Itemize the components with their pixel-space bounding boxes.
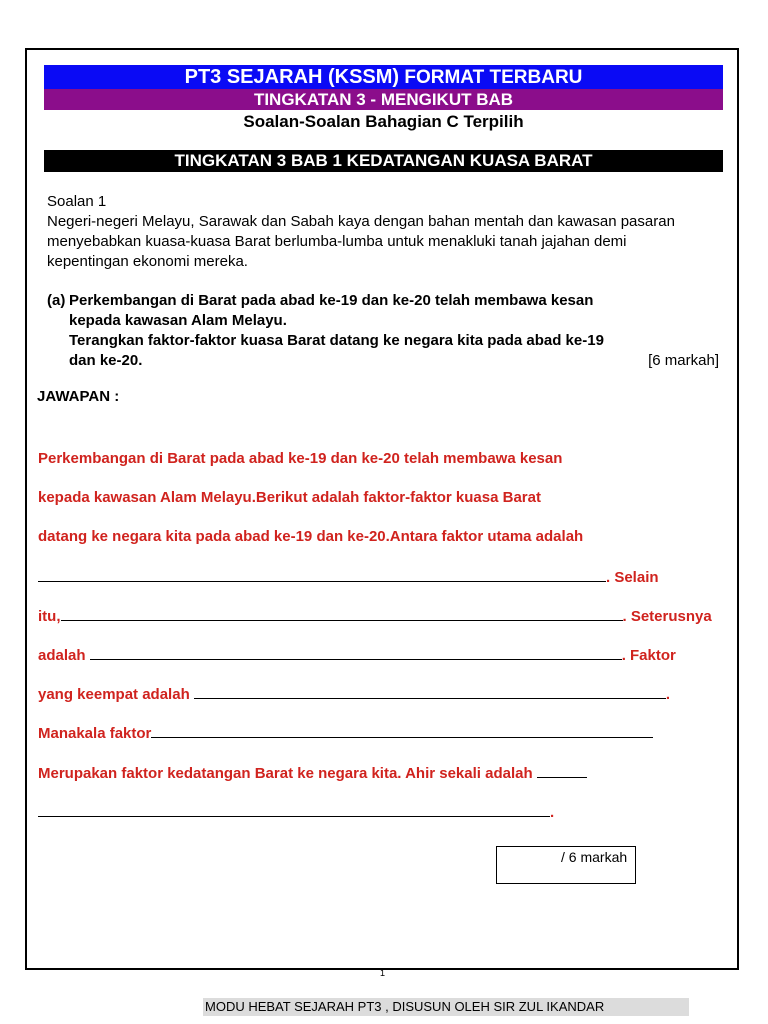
page-border <box>25 48 739 970</box>
header-title-rest: FORMAT TERBARU <box>404 67 583 88</box>
answer-text: adalah <box>38 647 90 664</box>
answer-fill-line <box>38 802 554 821</box>
header-title-bar <box>44 65 723 89</box>
answer-fill-line <box>38 645 676 664</box>
answer-line: kepada kawasan Alam Melayu.Berikut adalah faktor-faktor kuasa Barat <box>38 489 541 506</box>
score-box-label: / 6 markah <box>561 849 628 865</box>
answer-fill-line <box>38 723 653 742</box>
answer-blank[interactable] <box>90 645 622 660</box>
answer-fill-line <box>38 606 712 625</box>
question-part-label: (a) <box>47 292 66 309</box>
question-part-line: kepada kawasan Alam Melayu. <box>69 312 287 329</box>
answer-text: . Selain <box>606 569 659 586</box>
answer-fill-line <box>38 567 659 586</box>
answer-fill-line <box>38 763 587 782</box>
answer-blank[interactable] <box>194 684 666 699</box>
answer-fill-line <box>38 684 670 703</box>
answer-blank[interactable] <box>151 723 653 738</box>
answer-text: Manakala faktor <box>38 725 152 742</box>
question-part-text <box>69 291 719 371</box>
score-box[interactable] <box>496 846 636 884</box>
header-level-bar: TINGKATAN 3 - MENGIKUT BAB <box>44 89 723 110</box>
question-title: Soalan 1 <box>47 193 107 210</box>
answer-label: JAWAPAN : <box>37 388 120 405</box>
answer-line: Perkembangan di Barat pada abad ke-19 dan ke-20 telah membawa kesan <box>38 450 563 467</box>
question-part-line: Perkembangan di Barat pada abad ke-19 dan ke-20 telah membawa kesan <box>69 292 594 309</box>
answer-blank[interactable] <box>61 606 623 621</box>
answer-blank[interactable] <box>537 763 587 778</box>
page-number: 1 <box>380 968 386 978</box>
answer-text: . <box>550 804 555 821</box>
header-title-main: PT3 SEJARAH (KSSM) <box>184 66 400 88</box>
footer-credit: MODU HEBAT SEJARAH PT3 , DISUSUN OLEH SIR ZUL IKANDAR <box>203 998 689 1016</box>
question-marks: [6 markah] <box>648 352 719 369</box>
answer-text: yang keempat adalah <box>38 686 194 703</box>
question-part-line: dan ke-20. <box>69 352 143 369</box>
answer-blank[interactable] <box>38 567 606 582</box>
answer-text: itu, <box>38 608 61 625</box>
question-intro: Negeri-negeri Melayu, Sarawak dan Sabah kaya dengan bahan mentah dan kawasan pasaran menyebabkan kuasa-kuasa Barat berlumba-lumba untuk menakluki tanah jajahan demi kepentingan ekonomi mereka. <box>47 213 675 270</box>
answer-text: . Seterusnya <box>622 608 712 625</box>
chapter-title-bar: TINGKATAN 3 BAB 1 KEDATANGAN KUASA BARAT <box>44 150 723 172</box>
answer-text: . <box>665 686 671 703</box>
answer-blank[interactable] <box>38 802 550 817</box>
question-part-line: Terangkan faktor-faktor kuasa Barat datang ke negara kita pada abad ke-19 <box>69 332 604 349</box>
answer-text: . Faktor <box>621 647 676 664</box>
answer-line: datang ke negara kita pada abad ke-19 dan ke-20.Antara faktor utama adalah <box>38 528 584 545</box>
answer-text: Merupakan faktor kedatangan Barat ke negara kita. Ahir sekali adalah <box>38 765 537 782</box>
header-subtitle: Soalan-Soalan Bahagian C Terpilih <box>243 112 524 131</box>
